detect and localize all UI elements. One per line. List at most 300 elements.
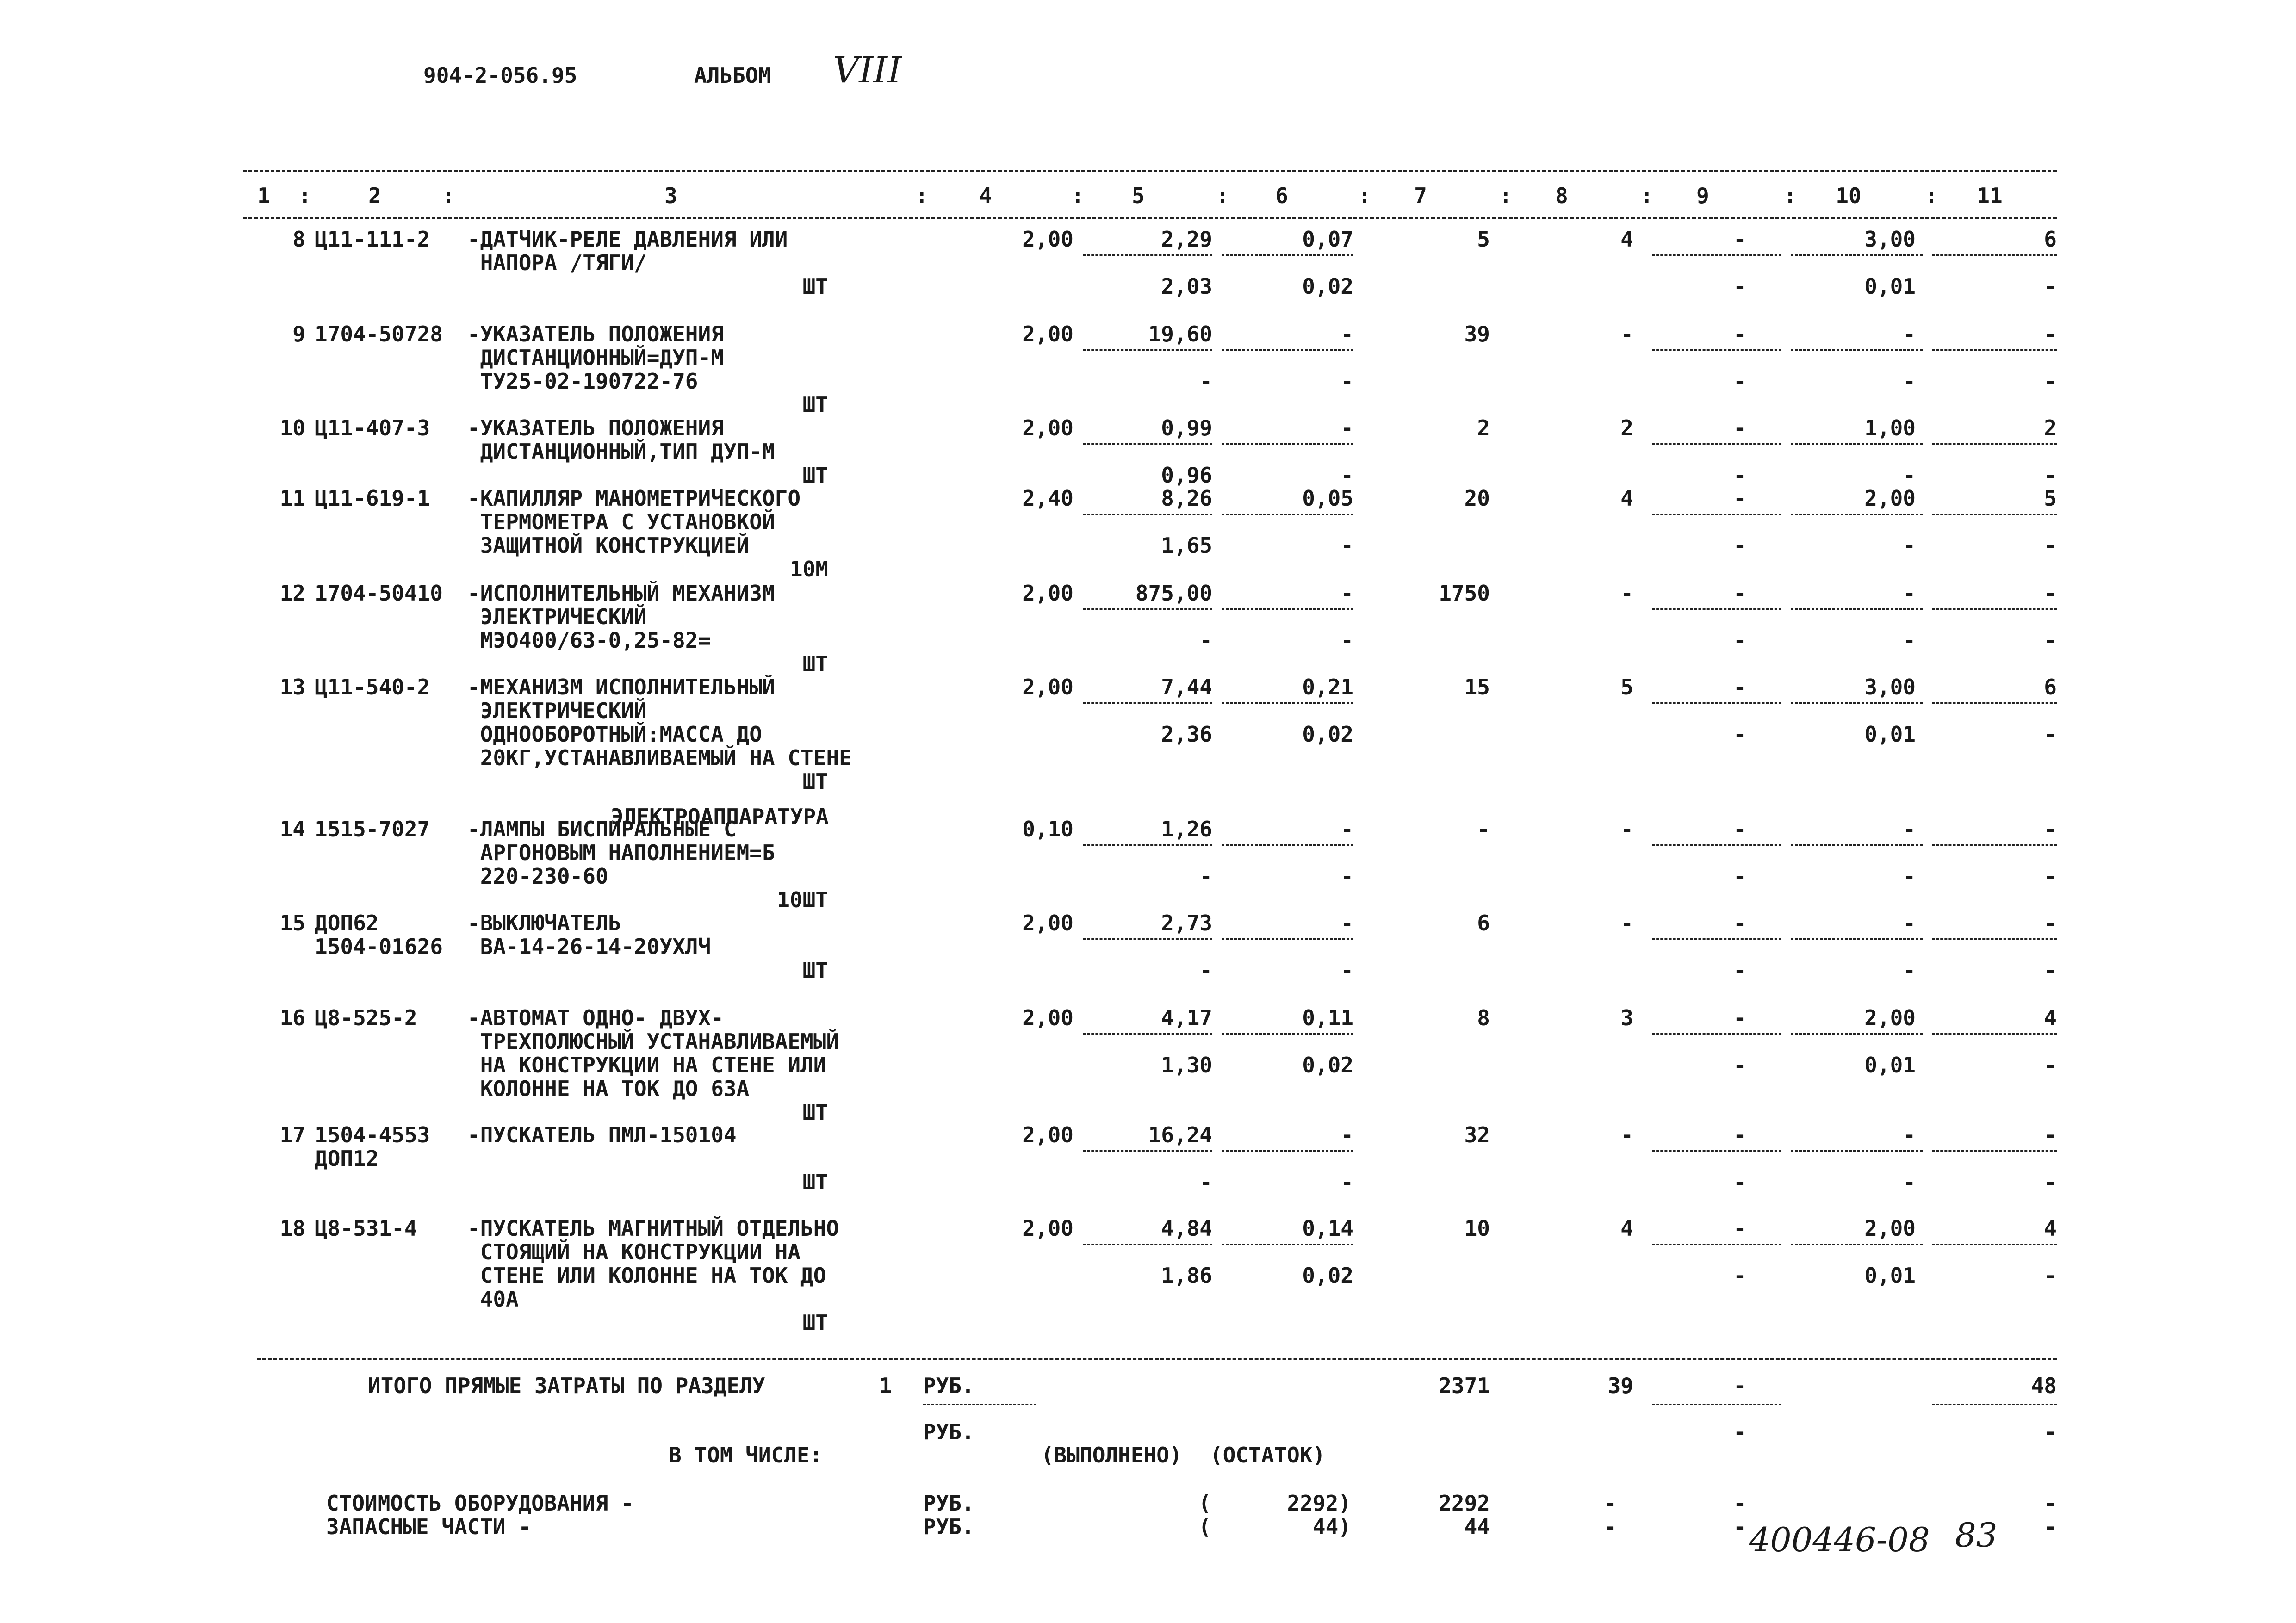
row-separator (1083, 608, 1212, 610)
row-separator (1083, 443, 1212, 445)
row-separator (1222, 254, 1353, 256)
row-sub-col5: - (1199, 864, 1212, 889)
row-col9: - (1733, 581, 1746, 606)
row-code: 1504-4553 (315, 1122, 430, 1147)
row-sub-col5: 2,03 (1161, 274, 1212, 299)
row-col11: - (2044, 817, 2057, 842)
row-col5: 19,60 (1148, 322, 1212, 347)
row-code: 1504-01626 (315, 934, 443, 959)
totals-col9: - (1733, 1373, 1746, 1398)
row-code: ДОП12 (315, 1146, 379, 1171)
row-sub-col10: - (1903, 958, 1916, 983)
row-col6: - (1340, 817, 1353, 842)
row-col4: 2,00 (1022, 1216, 1074, 1241)
row-sub-col10: - (1903, 628, 1916, 653)
row-separator (1083, 1150, 1212, 1152)
row-separator (1083, 844, 1212, 846)
row-col4: 2,00 (1022, 415, 1074, 440)
row-sub-col10: - (1903, 369, 1916, 394)
row-sub-col10: - (1903, 463, 1916, 488)
row-sub-col6: - (1340, 1170, 1353, 1195)
row-separator (1791, 349, 1923, 351)
row-description: ДИСТАНЦИОННЫЙ=ДУП-М (467, 345, 724, 370)
breakdown-col11: - (2044, 1491, 2057, 1516)
row-separator (1083, 1033, 1212, 1035)
row-description: -ДАТЧИК-РЕЛЕ ДАВЛЕНИЯ ИЛИ (467, 227, 788, 252)
row-separator (1222, 1244, 1353, 1245)
breakdown-col8: - (1604, 1491, 1617, 1516)
row-sub-col9: - (1733, 1263, 1746, 1288)
row-col10: - (1903, 911, 1916, 935)
row-col6: 0,21 (1302, 675, 1353, 700)
row-sub-col11: - (2044, 533, 2057, 558)
row-separator (1083, 514, 1212, 515)
row-col4: 2,40 (1022, 486, 1074, 511)
row-sub-col10: 0,01 (1864, 274, 1916, 299)
row-description: -ИСПОЛНИТЕЛЬНЫЙ МЕХАНИЗМ (467, 581, 775, 606)
row-sub-col10: 0,01 (1864, 722, 1916, 747)
row-separator (1222, 1033, 1353, 1035)
row-sub-col6: 0,02 (1302, 722, 1353, 747)
row-description: ТЕРМОМЕТРА С УСТАНОВКОЙ (467, 509, 775, 534)
breakdown-col11: - (2044, 1514, 2057, 1539)
row-col4: 0,10 (1022, 817, 1074, 842)
row-description: НА КОНСТРУКЦИИ НА СТЕНЕ ИЛИ (467, 1053, 826, 1078)
row-col6: 0,11 (1302, 1005, 1353, 1030)
row-separator (1222, 608, 1353, 610)
row-separator (1791, 1033, 1923, 1035)
page-number: 83 (1955, 1516, 1998, 1555)
row-separator (1222, 844, 1353, 846)
row-separator (1222, 349, 1353, 351)
row-col5: 4,17 (1161, 1005, 1212, 1030)
row-col10: - (1903, 322, 1916, 347)
row-sub-col5: 1,65 (1161, 533, 1212, 558)
row-sub-col10: - (1903, 1170, 1916, 1195)
row-sub-col11: - (2044, 722, 2057, 747)
album-number: VIII (833, 50, 902, 91)
totals-rule (257, 1358, 2057, 1360)
row-separator (1652, 1150, 1781, 1152)
col-header-1: 1 (257, 183, 270, 208)
breakdown-col7: 2292 (1439, 1491, 1490, 1516)
row-sub-col9: - (1733, 722, 1746, 747)
row-sub-col5: - (1199, 369, 1212, 394)
row-description: -УКАЗАТЕЛЬ ПОЛОЖЕНИЯ (467, 415, 724, 440)
row-col10: - (1903, 1122, 1916, 1147)
row-col8: 2 (1620, 415, 1633, 440)
breakdown-col9: - (1733, 1514, 1746, 1539)
breakdown-col9: - (1733, 1491, 1746, 1516)
row-number: 10 (279, 415, 305, 440)
row-separator (1652, 349, 1781, 351)
row-separator (1791, 608, 1923, 610)
row-separator (1932, 349, 2057, 351)
totals-rub: РУБ. (923, 1373, 974, 1398)
row-description: НАПОРА /ТЯГИ/ (467, 250, 647, 275)
row-separator (1932, 1033, 2057, 1035)
row-separator (1932, 1150, 2057, 1152)
row-sub-col11: - (2044, 463, 2057, 488)
row-code: Ц11-111-2 (315, 227, 430, 252)
row-separator (1932, 254, 2057, 256)
row-col9: - (1733, 1216, 1746, 1241)
row-sub-col6: - (1340, 958, 1353, 983)
row-col7: 32 (1464, 1122, 1490, 1147)
row-col11: 6 (2044, 675, 2057, 700)
row-description: 40А (467, 1287, 519, 1312)
row-code: Ц8-525-2 (315, 1005, 417, 1030)
row-description: КОЛОННЕ НА ТОК ДО 63А (467, 1076, 750, 1101)
row-description: СТЕНЕ ИЛИ КОЛОННЕ НА ТОК ДО (467, 1263, 826, 1288)
row-col5: 875,00 (1135, 581, 1212, 606)
row-col7: 6 (1477, 911, 1490, 935)
row-unit: 10М (789, 557, 828, 582)
row-description: -ВЫКЛЮЧАТЕЛЬ (467, 911, 621, 935)
row-col7: 5 (1477, 227, 1490, 252)
row-sub-col5: - (1199, 958, 1212, 983)
row-description: -АВТОМАТ ОДНО- ДВУХ- (467, 1005, 724, 1030)
row-description: ЭЛЕКТРИЧЕСКИЙ (467, 698, 647, 723)
row-sub-col9: - (1733, 864, 1746, 889)
row-sub-col10: 0,01 (1864, 1263, 1916, 1288)
col-header-2: 2 (368, 183, 381, 208)
totals-rub-2: РУБ. (923, 1419, 974, 1444)
row-col5: 0,99 (1161, 415, 1212, 440)
row-col11: - (2044, 911, 2057, 935)
row-col7: 20 (1464, 486, 1490, 511)
row-description: ВА-14-26-14-20УХЛЧ (467, 934, 711, 959)
row-description: ОДНООБОРОТНЫЙ:МАССА ДО (467, 722, 762, 747)
row-col10: - (1903, 817, 1916, 842)
col-header-10: 10 (1836, 183, 1862, 208)
row-sub-col6: 0,02 (1302, 1263, 1353, 1288)
row-col4: 2,00 (1022, 675, 1074, 700)
row-sub-col11: - (2044, 1053, 2057, 1078)
row-separator (1791, 1150, 1923, 1152)
row-col8: - (1620, 322, 1633, 347)
row-separator (1652, 254, 1781, 256)
row-col9: - (1733, 911, 1746, 935)
row-separator (1791, 702, 1923, 704)
breakdown-col7: 44 (1464, 1514, 1490, 1539)
row-sub-col5: 2,36 (1161, 722, 1212, 747)
row-sub-col9: - (1733, 533, 1746, 558)
row-col11: - (2044, 581, 2057, 606)
row-col9: - (1733, 817, 1746, 842)
col-header-7: 7 (1414, 183, 1427, 208)
col-header-9: 9 (1696, 183, 1709, 208)
row-col9: - (1733, 486, 1746, 511)
row-code: 1515-7027 (315, 817, 430, 842)
row-col5: 8,26 (1161, 486, 1212, 511)
row-col4: 2,00 (1022, 322, 1074, 347)
row-code: Ц11-540-2 (315, 675, 430, 700)
row-sub-col6: - (1340, 463, 1353, 488)
row-description: ДИСТАНЦИОННЫЙ,ТИП ДУП-М (467, 439, 775, 464)
row-col7: 39 (1464, 322, 1490, 347)
row-col8: - (1620, 817, 1633, 842)
table-top-rule (243, 170, 2057, 172)
row-description: -КАПИЛЛЯР МАНОМЕТРИЧЕСКОГО (467, 486, 801, 511)
row-sub-col9: - (1733, 628, 1746, 653)
row-separator (1652, 443, 1781, 445)
row-separator (1652, 514, 1781, 515)
row-col9: - (1733, 675, 1746, 700)
row-col7: 15 (1464, 675, 1490, 700)
row-sub-col11: - (2044, 864, 2057, 889)
row-number: 18 (279, 1216, 305, 1241)
row-unit: ШТ (802, 392, 828, 417)
row-description: -ПУСКАТЕЛЬ МАГНИТНЫЙ ОТДЕЛЬНО (467, 1216, 839, 1241)
row-col6: - (1340, 1122, 1353, 1147)
row-sub-col5: - (1199, 1170, 1212, 1195)
row-description: -ПУСКАТЕЛЬ ПМЛ-150104 (467, 1122, 737, 1147)
row-number: 12 (279, 581, 305, 606)
row-sub-col10: 0,01 (1864, 1053, 1916, 1078)
row-col5: 1,26 (1161, 817, 1212, 842)
row-col9: - (1733, 322, 1746, 347)
row-unit: 10ШТ (777, 887, 828, 912)
col-header-8: 8 (1555, 183, 1568, 208)
row-sub-col5: 0,96 (1161, 463, 1212, 488)
row-col4: 2,00 (1022, 581, 1074, 606)
row-sub-col6: - (1340, 369, 1353, 394)
row-number: 13 (279, 675, 305, 700)
row-col8: 3 (1620, 1005, 1633, 1030)
row-separator (1083, 702, 1212, 704)
row-description: ЗАЩИТНОЙ КОНСТРУКЦИЕЙ (467, 533, 750, 558)
row-col11: 4 (2044, 1216, 2057, 1241)
row-unit: ШТ (802, 1310, 828, 1335)
col-header-4: 4 (979, 183, 992, 208)
row-separator (1932, 1244, 2057, 1245)
row-col10: - (1903, 581, 1916, 606)
row-unit: ШТ (802, 1170, 828, 1195)
col-header-6: 6 (1275, 183, 1288, 208)
row-col5: 2,29 (1161, 227, 1212, 252)
breakdown-paren-open: ( (1198, 1514, 1211, 1539)
breakdown-label: ЗАПАСНЫЕ ЧАСТИ - (326, 1514, 532, 1539)
row-col7: - (1477, 817, 1490, 842)
row-col8: 4 (1620, 1216, 1633, 1241)
col-header-11: 11 (1977, 183, 2003, 208)
row-separator (1791, 254, 1923, 256)
row-col11: 5 (2044, 486, 2057, 511)
row-separator (1083, 938, 1212, 940)
row-separator (1222, 514, 1353, 515)
row-number: 9 (292, 322, 305, 347)
row-col4: 2,00 (1022, 227, 1074, 252)
totals-label: ИТОГО ПРЯМЫЕ ЗАТРАТЫ ПО РАЗДЕЛУ (368, 1373, 765, 1398)
row-unit: ШТ (802, 1100, 828, 1125)
row-col4: 2,00 (1022, 1122, 1074, 1147)
row-separator (1791, 1244, 1923, 1245)
row-sub-col10: - (1903, 864, 1916, 889)
row-col6: - (1340, 911, 1353, 935)
row-separator (1652, 938, 1781, 940)
row-sub-col9: - (1733, 1170, 1746, 1195)
row-separator (1222, 1150, 1353, 1152)
totals-col8: 39 (1607, 1373, 1633, 1398)
row-col11: 4 (2044, 1005, 2057, 1030)
row-separator (1083, 349, 1212, 351)
row-description: АРГОНОВЫМ НАПОЛНЕНИЕМ=Б (467, 840, 775, 865)
row-sub-col10: - (1903, 533, 1916, 558)
row-number: 11 (279, 486, 305, 511)
row-sub-col9: - (1733, 1053, 1746, 1078)
row-col10: 2,00 (1864, 486, 1916, 511)
row-sub-col6: - (1340, 628, 1353, 653)
row-col7: 8 (1477, 1005, 1490, 1030)
row-col6: - (1340, 322, 1353, 347)
row-separator (1222, 938, 1353, 940)
row-sub-col9: - (1733, 369, 1746, 394)
row-col8: 4 (1620, 486, 1633, 511)
row-col11: 6 (2044, 227, 2057, 252)
row-description: 20КГ,УСТАНАВЛИВАЕМЫЙ НА СТЕНЕ (467, 745, 852, 770)
row-sub-col5: - (1199, 628, 1212, 653)
document-page: 904-2-056.95 АЛЬБОМ VIII 1 2 3 4 5 6 7 8 9 10 11 : : : : : : : : : : 8 Ц11-111-2 -ДАТЧИК-РЕЛЕ ДАВЛЕНИЯ ИЛИ НАПОРА /ТЯГИ/ ШТ 2,00 2,29 0,07 5 4 - 3,00 6 2,03 0,02 - 0,01 - 9 1704-50728 -УКАЗАТЕЛЬ ПОЛОЖЕНИЯ ДИСТАНЦИОННЫЙ=ДУП-М ТУ25-02-190722-76 ШТ 2,00 19,60 - 39 - - - - - - - - - 10 Ц11-407-3 -УКАЗАТЕЛЬ ПОЛОЖЕНИЯ ДИСТАНЦИОННЫЙ,ТИП ДУП-М ШТ 2,00 0,99 - 2 2 - 1,00 2 0,96 - - - - 11 Ц11-619-1 -КАПИЛЛЯР МАНОМЕТРИЧЕСКОГО ТЕРМОМЕТРА С УСТАНОВКОЙ ЗАЩИТНОЙ КОНСТРУКЦИЕЙ 10М 2,40 8,26 0,05 20 4 - 2,00 5 1,65 - - - - 12 1704-50410 -ИСПОЛНИТЕЛЬНЫЙ МЕХАНИЗМ ЭЛЕКТРИЧЕСКИЙ МЭО400/63-0,25-82= ШТ 2,00 875,00 - 1750 - - - - - - - - - 13 Ц11-540-2 -МЕХАНИЗМ ИСПОЛНИТЕЛЬНЫЙ ЭЛЕКТРИЧЕСКИЙ ОДНООБОРОТНЫЙ:МАССА ДО 20КГ,УСТАНАВЛИВАЕМЫЙ НА СТЕНЕ ШТ 2,00 7,44 0,21 15 5 - 3,00 6 2,36 0,02 - 0,01 - 14 1515-7027 -ЛАМПЫ БИСПИРАЛЬНЫЕ С АРГОНОВЫМ НАПОЛНЕНИЕМ=Б 220-230-60 10ШТ 0,10 1,26 - - - - - - - - - - - 15 ДОП62 1504-01626 -ВЫКЛЮЧАТЕЛЬ ВА-14-26-14-20УХЛЧ ШТ 2,00 2,73 - 6 - - - - - - - - - 16 Ц8-525-2 -АВТОМАТ ОДНО- ДВУХ- ТРЕХПОЛЮСНЫЙ УСТАНАВЛИВАЕМЫЙ НА КОНСТРУКЦИИ НА СТЕНЕ ИЛИ КОЛОННЕ НА ТОК ДО 63А ШТ 2,00 4,17 0,11 8 3 - 2,00 4 1,30 0,02 - 0,01 - 17 1504-4553 ДОП12 -ПУСКАТЕЛЬ ПМЛ-150104 ШТ 2,00 16,24 - 32 - - - - - - - - - 18 Ц8-531-4 -ПУСКАТЕЛЬ МАГНИТНЫЙ ОТДЕЛЬНО СТОЯЩИЙ НА КОНСТРУКЦИИ НА СТЕНЕ ИЛИ КОЛОННЕ НА ТОК ДО 40А ШТ 2,00 4,84 0,14 10 4 - 2,00 4 1,86 0,02 - 0,01 - ЭЛЕКТРОАППАРАТУРА ИТОГО ПРЯМЫЕ ЗАТРАТЫ ПО РАЗДЕЛУ 1 РУБ. 2371 39 - 48 РУБ. - - В ТОМ ЧИСЛЕ: (ВЫПОЛНЕНО) (ОСТАТОК) СТОИМОСТЬ ОБОРУДОВАНИЯ - РУБ. ( 2292) 2292 - - - ЗАПАСНЫЕ ЧАСТИ - РУБ. ( 44) 44 - - - 400446-08 83 (0, 0, 2296, 1623)
row-description: -МЕХАНИЗМ ИСПОЛНИТЕЛЬНЫЙ (467, 675, 775, 700)
handwritten-code: 400446-08 (1749, 1520, 1930, 1559)
totals-section: 1 (879, 1373, 892, 1398)
row-separator (1083, 1244, 1212, 1245)
row-sub-col5: 1,86 (1161, 1263, 1212, 1288)
row-col7: 1750 (1439, 581, 1490, 606)
row-code: Ц11-619-1 (315, 486, 430, 511)
row-col9: - (1733, 415, 1746, 440)
row-separator (1932, 514, 2057, 515)
row-description: ЭЛЕКТРИЧЕСКИЙ (467, 604, 647, 629)
row-number: 16 (279, 1005, 305, 1030)
row-description: ТУ25-02-190722-76 (467, 369, 698, 394)
row-code: ДОП62 (315, 911, 379, 935)
row-col7: 2 (1477, 415, 1490, 440)
breakdown-paren-value: 2292) (1287, 1491, 1351, 1516)
row-separator (1791, 938, 1923, 940)
section-heading: ЭЛЕКТРОАППАРАТУРА (611, 804, 829, 829)
row-col10: 2,00 (1864, 1005, 1916, 1030)
row-col5: 2,73 (1161, 911, 1212, 935)
row-sub-col6: - (1340, 533, 1353, 558)
row-col8: 4 (1620, 227, 1633, 252)
col-header-3: 3 (664, 183, 677, 208)
table-header-bottom-rule (243, 217, 2057, 219)
row-number: 17 (279, 1122, 305, 1147)
row-sub-col11: - (2044, 369, 2057, 394)
row-separator (1652, 1244, 1781, 1245)
row-sub-col11: - (2044, 958, 2057, 983)
row-separator (1222, 702, 1353, 704)
row-unit: ШТ (802, 958, 828, 983)
row-separator (1791, 514, 1923, 515)
row-sub-col9: - (1733, 274, 1746, 299)
row-sub-col11: - (2044, 628, 2057, 653)
row-sub-col6: - (1340, 864, 1353, 889)
row-unit: ШТ (802, 274, 828, 299)
row-col8: - (1620, 911, 1633, 935)
row-col11: - (2044, 322, 2057, 347)
row-separator (1932, 608, 2057, 610)
row-unit: ШТ (802, 769, 828, 794)
row-number: 14 (279, 817, 305, 842)
row-description: -ЛАМПЫ БИСПИРАЛЬНЫЕ С (467, 817, 737, 842)
row-col6: 0,07 (1302, 227, 1353, 252)
row-col9: - (1733, 227, 1746, 252)
totals-col11: 48 (2031, 1373, 2057, 1398)
totals-col7: 2371 (1439, 1373, 1490, 1398)
row-col10: 2,00 (1864, 1216, 1916, 1241)
row-sub-col5: 1,30 (1161, 1053, 1212, 1078)
row-description: СТОЯЩИЙ НА КОНСТРУКЦИИ НА (467, 1239, 801, 1264)
including-label: В ТОМ ЧИСЛЕ: (669, 1443, 823, 1468)
row-separator (1222, 443, 1353, 445)
col-header-5: 5 (1132, 183, 1145, 208)
row-description: 220-230-60 (467, 864, 608, 889)
row-separator (1791, 844, 1923, 846)
breakdown-rub: РУБ. (923, 1491, 974, 1516)
totals-sub-col9: - (1733, 1419, 1746, 1444)
breakdown-rub: РУБ. (923, 1514, 974, 1539)
row-description: МЭО400/63-0,25-82= (467, 628, 711, 653)
breakdown-col8: - (1604, 1514, 1617, 1539)
row-separator (1791, 443, 1923, 445)
row-separator (1652, 608, 1781, 610)
row-sub-col11: - (2044, 1170, 2057, 1195)
breakdown-paren-value: 44) (1312, 1514, 1351, 1539)
album-label: АЛЬБОМ (694, 63, 771, 88)
row-col6: 0,14 (1302, 1216, 1353, 1241)
row-col6: - (1340, 415, 1353, 440)
row-separator (1932, 443, 2057, 445)
row-number: 8 (292, 227, 305, 252)
row-col10: 3,00 (1864, 227, 1916, 252)
row-col8: - (1620, 581, 1633, 606)
row-separator (1932, 702, 2057, 704)
row-unit: ШТ (802, 651, 828, 676)
including-done: (ВЫПОЛНЕНО) (1041, 1443, 1182, 1468)
row-col6: - (1340, 581, 1353, 606)
row-col6: 0,05 (1302, 486, 1353, 511)
row-sub-col11: - (2044, 274, 2057, 299)
row-separator (1652, 702, 1781, 704)
row-col11: - (2044, 1122, 2057, 1147)
row-code: Ц8-531-4 (315, 1216, 417, 1241)
document-code: 904-2-056.95 (423, 63, 577, 88)
row-col7: 10 (1464, 1216, 1490, 1241)
row-col9: - (1733, 1005, 1746, 1030)
row-sub-col6: 0,02 (1302, 274, 1353, 299)
row-code: 1704-50728 (315, 322, 443, 347)
row-col11: 2 (2044, 415, 2057, 440)
row-code: Ц11-407-3 (315, 415, 430, 440)
row-col10: 3,00 (1864, 675, 1916, 700)
row-col4: 2,00 (1022, 911, 1074, 935)
row-sub-col9: - (1733, 958, 1746, 983)
row-col9: - (1733, 1122, 1746, 1147)
row-separator (1932, 938, 2057, 940)
row-sub-col9: - (1733, 463, 1746, 488)
including-rest: (ОСТАТОК) (1210, 1443, 1326, 1468)
row-col5: 4,84 (1161, 1216, 1212, 1241)
row-col10: 1,00 (1864, 415, 1916, 440)
row-description: ТРЕХПОЛЮСНЫЙ УСТАНАВЛИВАЕМЫЙ (467, 1029, 839, 1054)
row-col8: - (1620, 1122, 1633, 1147)
row-col5: 7,44 (1161, 675, 1212, 700)
row-separator (1652, 1033, 1781, 1035)
row-separator (1652, 844, 1781, 846)
